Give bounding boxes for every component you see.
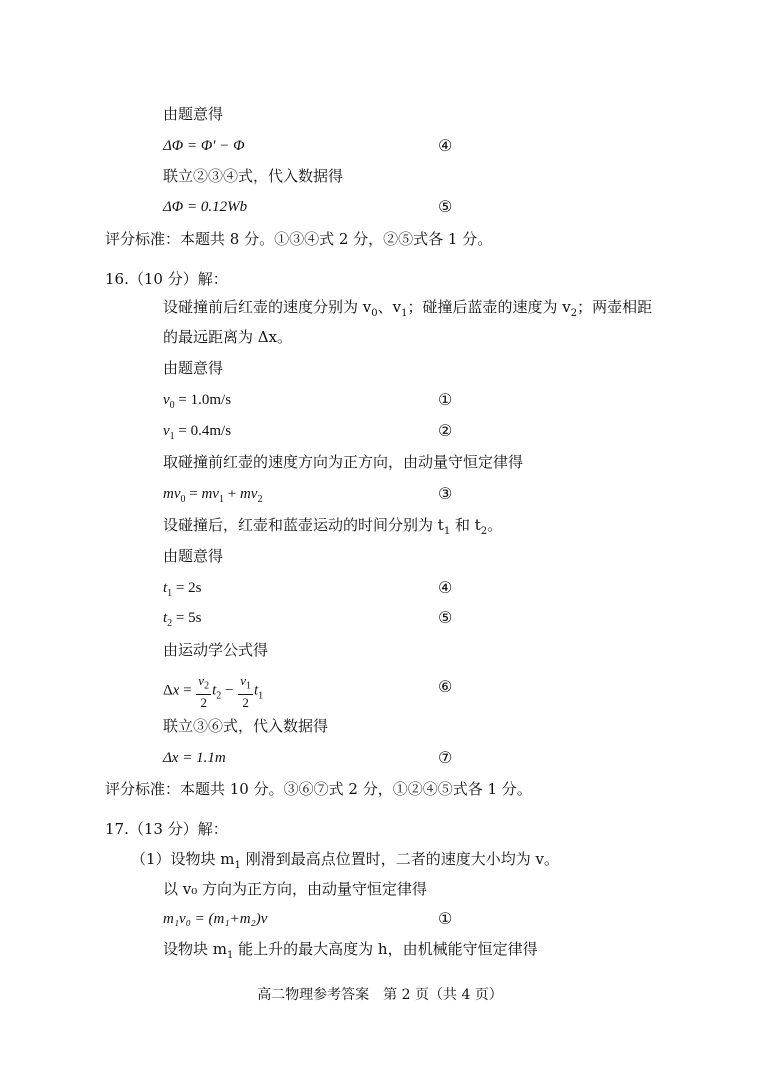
- text-times-16: 设碰撞后，红壶和蓝壶运动的时间分别为 $t_1$ 和 $t_2$。: [163, 516, 503, 537]
- equation-number-17-1: ①: [438, 909, 453, 928]
- problem-17-part1: （1）设物块 $m_1$ 刚滑到最高点位置时，二者的速度大小均为 v。: [131, 850, 559, 871]
- text-given-16b: 由题意得: [163, 547, 224, 565]
- text-combine: 联立②③④式，代入数据得: [163, 167, 344, 185]
- equation-number-16-5: ⑤: [438, 608, 453, 627]
- equation-16-4: $t_1 = 2s$: [163, 580, 202, 599]
- text-momentum-17: 以 v₀ 方向为正方向，由动量守恒定律得: [163, 880, 428, 898]
- text-combine-16: 联立③⑥式，代入数据得: [163, 717, 329, 735]
- equation-number-16-2: ②: [438, 421, 453, 440]
- equation-16-1: $v_0 = 1.0m/s$: [163, 392, 232, 411]
- problem-17-title: 17.（13 分）解：: [105, 820, 228, 838]
- equation-5: ΔΦ = 0.12Wb: [163, 199, 248, 215]
- equation-16-5: $t_2 = 5s$: [163, 610, 202, 629]
- equation-16-6: Δx = $\frac{v_2}{2}$ $t_2$ − $\frac{v_1}{2}$ $t_1$: [163, 673, 264, 710]
- text-given-16a: 由题意得: [163, 359, 224, 377]
- equation-4: ΔΦ = Φ′ − Φ: [163, 138, 245, 154]
- equation-16-3: $mv_0 = mv_1 + mv_2$: [163, 486, 263, 505]
- equation-16-2: $v_1 = 0.4m/s$: [163, 423, 232, 442]
- equation-17-1: m₁v₀ = (m₁+m₂)v: [163, 911, 268, 927]
- equation-number-16-6: ⑥: [438, 677, 453, 696]
- equation-number-5: ⑤: [438, 197, 453, 216]
- equation-number-16-3: ③: [438, 484, 453, 503]
- text-momentum-16: 取碰撞前红壶的速度方向为正方向，由动量守恒定律得: [163, 453, 524, 471]
- text-kinematics-16: 由运动学公式得: [163, 641, 269, 659]
- problem-16-title: 16.（10 分）解：: [105, 270, 228, 288]
- scoring-standard-15: 评分标准：本题共 8 分。①③④式 2 分，②⑤式各 1 分。: [105, 230, 493, 248]
- equation-number-16-7: ⑦: [438, 748, 453, 767]
- equation-16-7: Δx = 1.1m: [163, 750, 226, 766]
- text-given: 由题意得: [163, 105, 224, 123]
- equation-number-4: ④: [438, 136, 453, 155]
- equation-number-16-1: ①: [438, 390, 453, 409]
- problem-16-para2: 的最远距离为 Δx。: [163, 328, 293, 346]
- scoring-standard-16: 评分标准：本题共 10 分。③⑥⑦式 2 分，①②④⑤式各 1 分。: [105, 780, 532, 798]
- text-energy-17: 设物块 $m_1$ 能上升的最大高度为 h，由机械能守恒定律得: [163, 940, 538, 961]
- equation-number-16-4: ④: [438, 578, 453, 597]
- page-footer: 高二物理参考答案 第 2 页（共 4 页）: [257, 987, 503, 1003]
- problem-16-para1: 设碰撞前后红壶的速度分别为 $v_0$、$v_1$；碰撞后蓝壶的速度为 $v_2$；两壶相距: [163, 298, 653, 319]
